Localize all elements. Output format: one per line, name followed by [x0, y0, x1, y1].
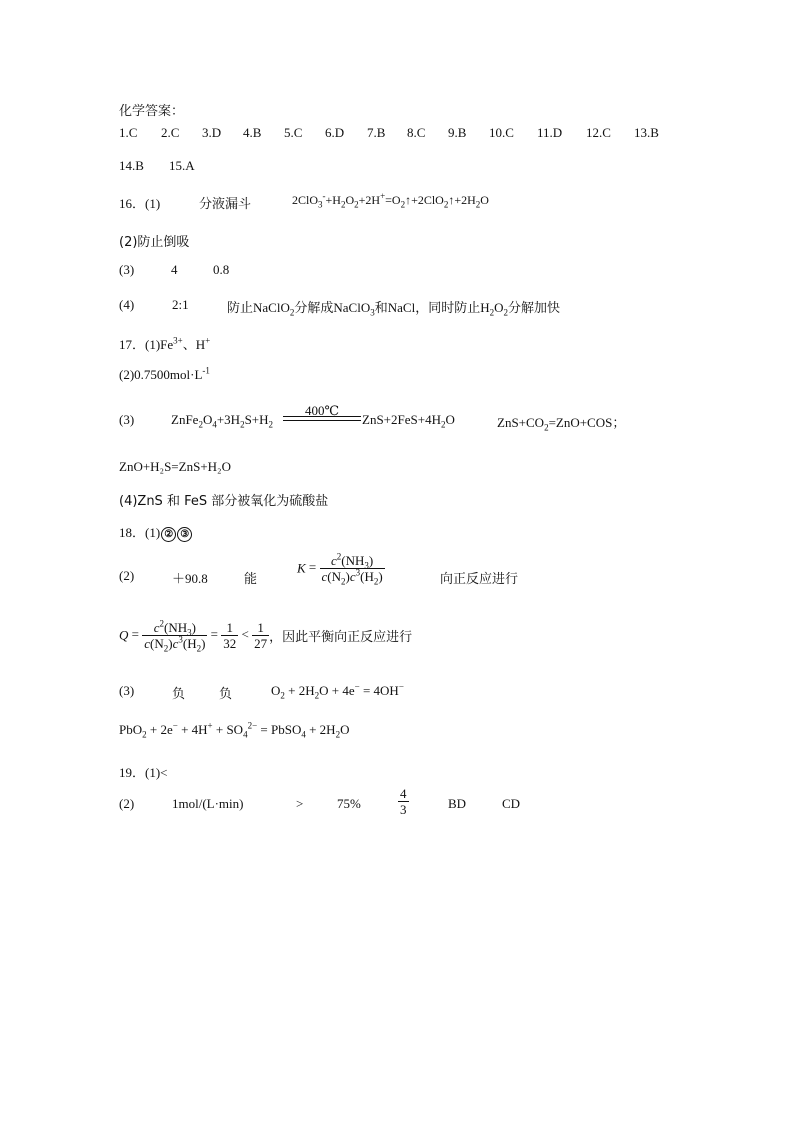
equilibrium-constant-formula: K = $\frac{c^2(NH_3)}{c(N_2)c^3(H_2)}$ [297, 551, 383, 587]
q19-rate: 1mol/(L·min) [172, 796, 244, 811]
q18-battery-equation: $PbO_2 + 2e^- + 4H^+ + SO_4^{2-}$ = PbSO$_4$ + $2H_2O$ [119, 720, 350, 740]
mc-answer: 3.D [202, 125, 222, 140]
q18-direction: 向正反应进行 [440, 572, 519, 587]
mc-answer: 5.C [284, 125, 303, 140]
q16-part4-label: (4) [119, 297, 135, 312]
mc-answer: 15.A [169, 158, 195, 173]
q16-part4-ratio: 2:1 [172, 297, 189, 312]
q16-apparatus: 分液漏斗 [199, 197, 252, 212]
mc-answer: 1.C [119, 125, 138, 140]
q19-fraction: $\frac{4}{3}$ [400, 786, 407, 817]
q18-part3-label: (3) [119, 683, 135, 698]
mc-answer: 12.C [586, 125, 611, 140]
q17-part1: 17．$(1)Fe^{3+}$、H+ [119, 335, 211, 353]
mc-answer: 8.C [407, 125, 426, 140]
circled-number: ③ [177, 527, 192, 542]
sheet-header: 化学答案： [119, 104, 185, 119]
mc-answer: 11.D [537, 125, 563, 140]
mc-answer: 4.B [243, 125, 262, 140]
q19-percent: 75% [337, 796, 361, 811]
q17-part2: $(2)0.7500mol\cdot L^{-1}$ [119, 365, 210, 382]
q18-delta-h: ＋90.8 [172, 571, 208, 586]
q17-equation-3: ZnO+H₂S=ZnS+H₂O [119, 459, 231, 474]
q17-part3-label: (3) [119, 412, 135, 427]
reaction-quotient-formula: Q = $\frac{c^2(NH_3)}{c(N_2)c^3(H_2)}$ = $\frac{1}{32}$ < $\frac{1}{27}$ ，因此平衡向正反应进行 [119, 618, 413, 654]
q17-equation-2: $ZnS+CO_2=ZnO+COS$； [497, 415, 626, 433]
q17-equation-rhs: $ZnS+2FeS+4H_2O$ [362, 412, 455, 430]
q16-part4-reason: 防止NaClO$_2$分解成NaClO$_3$和NaCl，同时防止$H_2O_2$分解加快 [227, 300, 560, 318]
q18-can: 能 [244, 572, 258, 587]
q18-electrode-1: 负 [172, 687, 186, 702]
mc-answer: 10.C [489, 125, 514, 140]
q19-part2-label: (2) [119, 796, 135, 811]
q19-part1: 19．(1)< [119, 765, 168, 780]
q19-answer-cd: CD [502, 796, 521, 811]
q17-part4: (4)ZnS 和 FeS 部分被氧化为硫酸盐 [119, 494, 329, 509]
q16-part3-answer: 4 [171, 262, 178, 277]
q19-compare: > [296, 796, 304, 811]
q19-answer-bd: BD [448, 796, 467, 811]
q18-part2-label: (2) [119, 568, 135, 583]
circled-number: ② [161, 527, 176, 542]
q16-part2: (2)防止倒吸 [119, 235, 190, 250]
mc-answer: 2.C [161, 125, 180, 140]
q16-part3-label: (3) [119, 262, 135, 277]
q17-equation-lhs: $ZnFe_2O_4+3H_2S+H_2$ [171, 412, 274, 430]
mc-answer: 14.B [119, 158, 144, 173]
q18-part1: 18．(1) ② ③ [119, 522, 192, 542]
q16-equation: $2ClO_3^-+H_2O_2+2H^+=O_2↑+2ClO_2↑+2H_2O$ [292, 191, 489, 210]
mc-answer: 9.B [448, 125, 467, 140]
mc-answer: 7.B [367, 125, 386, 140]
equals-double-line [283, 416, 361, 421]
q16-part3-answer: 0.8 [213, 262, 230, 277]
mc-answer: 6.D [325, 125, 345, 140]
q18-electrode-equation: $O_2 + 2H_2O + 4e^- = 4OH^-$ [271, 681, 404, 701]
q18-electrode-2: 负 [219, 687, 233, 702]
mc-answer: 13.B [634, 125, 659, 140]
q16-label: 16．(1) [119, 196, 161, 211]
reaction-condition: 400℃ [304, 403, 340, 418]
